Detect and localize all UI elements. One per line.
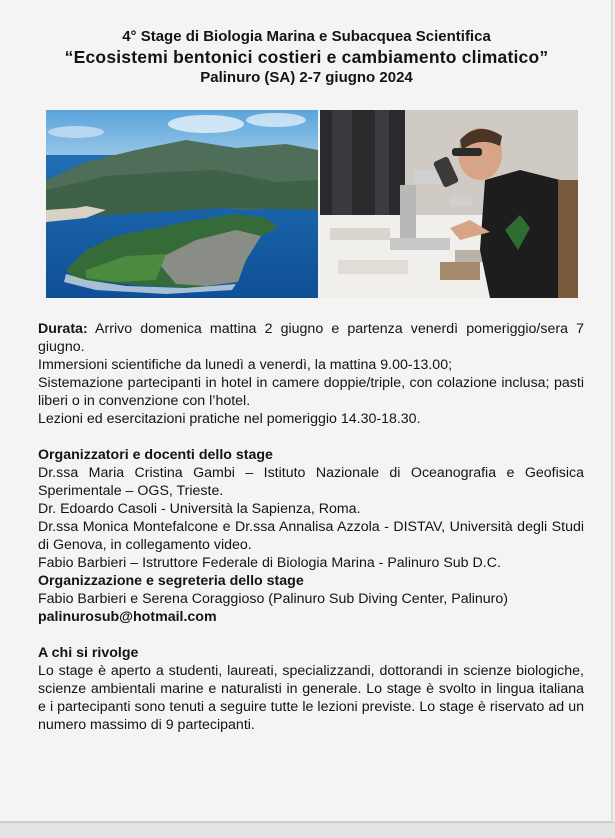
event-edition-title: 4° Stage di Biologia Marina e Subacquea Scientifica xyxy=(122,28,491,45)
durata-line-2: Sistemazione partecipanti in hotel in camere doppie/triple, con colazione inclusa; pasti liberi o in convenzione con l’hotel. xyxy=(38,375,584,409)
contact-email[interactable]: palinurosub@hotmail.com xyxy=(38,609,217,625)
rivolge-heading: A chi si rivolge xyxy=(38,645,139,661)
organizzatori-item: Dr.ssa Monica Montefalcone e Dr.ssa Annalisa Azzola - DISTAV, Università degli Studi di Genova, in collegamento video. xyxy=(38,519,584,553)
segreteria-heading: Organizzazione e segreteria dello stage xyxy=(38,573,304,589)
flyer-body xyxy=(38,320,584,734)
segreteria-text: Fabio Barbieri e Serena Coraggioso (Palinuro Sub Diving Center, Palinuro) xyxy=(38,591,509,607)
organizzatori-item: Dr. Edoardo Casoli - Università la Sapienza, Roma. xyxy=(38,501,361,517)
durata-line-1: Immersioni scientifiche da lunedì a venerdì, la mattina 9.00-13.00; xyxy=(38,357,453,373)
viewer-bottom-bar xyxy=(0,822,615,838)
durata-paragraph xyxy=(38,320,584,356)
durata-line-3: Lezioni ed esercitazioni pratiche nel pomeriggio 14.30-18.30. xyxy=(38,411,421,427)
rivolge-text: Lo stage è aperto a studenti, laureati, specializzandi, dottorandi in scienze biologiche, scienze ambientali marine e naturalisti in generale. Lo stage è svolto in lingua italiana e i partecipanti sono tenuti a seguire tutte le lezioni previste. Lo stage è riservato ad un numero massimo di 9 partecipanti. xyxy=(38,663,584,733)
event-location-dates: Palinuro (SA) 2-7 giugno 2024 xyxy=(200,69,413,86)
organizzatori-item: Dr.ssa Maria Cristina Gambi – Istituto Nazionale di Oceanografia e Geofisica Sperimentale – OGS, Trieste. xyxy=(38,465,584,499)
organizzatori-heading: Organizzatori e docenti dello stage xyxy=(38,447,273,463)
flyer-header xyxy=(0,28,613,87)
researcher-microscope-photo xyxy=(320,110,578,298)
event-theme-title: “Ecosistemi bentonici costieri e cambiamento climatico” xyxy=(64,47,549,67)
coastline-aerial-photo xyxy=(46,110,318,298)
durata-label: Durata: xyxy=(38,321,88,337)
organizzatori-item: Fabio Barbieri – Istruttore Federale di Biologia Marina - Palinuro Sub D.C. xyxy=(38,555,501,571)
durata-text: Arrivo domenica mattina 2 giugno e partenza venerdì pomeriggio/sera 7 giugno. xyxy=(38,321,584,355)
